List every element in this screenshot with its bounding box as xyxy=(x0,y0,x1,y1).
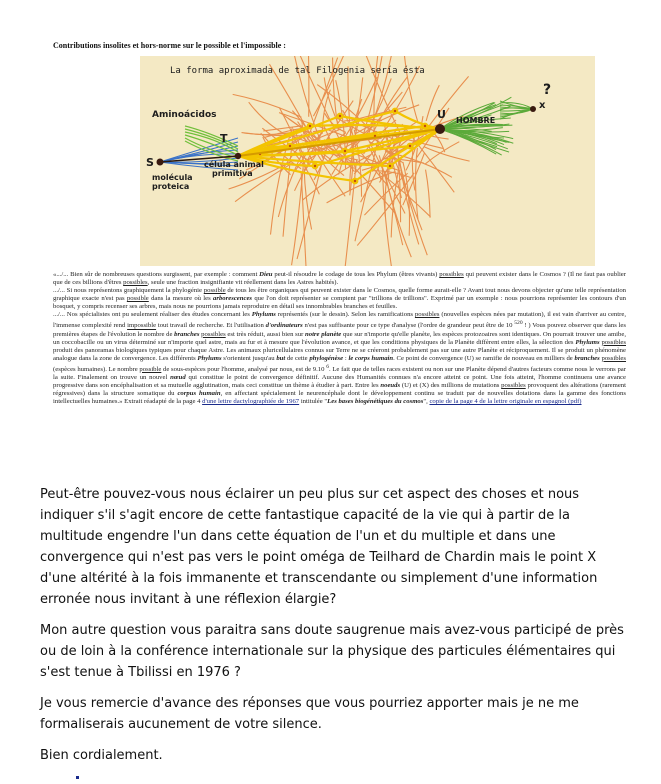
text-run: possibles xyxy=(201,330,226,338)
text-run: possibles xyxy=(501,382,526,390)
green-branch xyxy=(185,126,238,146)
text-run: , en affectant spécialement le neurencéphale dont le développement continu se traduit par de nouvelles dotations dans la gamme des fonctions intellectuelles humaines.» Extrait réadapté de la page 4 xyxy=(53,390,626,406)
yellow-node xyxy=(308,124,313,129)
text-run: : xyxy=(343,354,349,362)
label-t: T xyxy=(220,132,228,145)
text-run: représentés (sur le dessin). Selon les ramifications xyxy=(275,311,415,319)
text-run: corpus humain xyxy=(177,390,221,398)
source-link[interactable]: copie de la page 4 de la lettre originale en espagnol (pdf) xyxy=(429,398,582,406)
text-run: . Le fait que de telles races existent ou non sur une Planète dépend d'autres facteurs comme nous le verrons par la suite. Finalement on trouve un nouvel xyxy=(53,365,626,382)
yellow-node xyxy=(423,124,428,129)
letter-closing: Bien cordialement. xyxy=(40,748,163,763)
node-x xyxy=(530,106,536,112)
text-run: notre planète xyxy=(305,330,342,338)
text-run: n'est pas suffisante pour ce type d'analyse (l'ordre de grandeur peut être de 10 xyxy=(302,322,515,330)
text-run: Les bases biogénétiques du cosmos xyxy=(327,398,424,406)
yellow-node xyxy=(408,144,413,149)
quote-paragraph xyxy=(53,271,626,287)
text-run: phylogénèse xyxy=(309,354,344,362)
label-x: x xyxy=(539,100,546,111)
text-run: intitulée " xyxy=(299,398,328,406)
text-run: impossible xyxy=(127,322,157,330)
text-run: (U) et (X) des millions de mutations xyxy=(400,382,502,390)
text-run: s'orientent jusqu'au xyxy=(221,354,277,362)
text-run: de tous les être organiques qui peuvent exister dans le Cosmos, quelle forme aurait-elle ? Avant tout nous devons objecter qu'une telle représentation graphique exacte n'est pas xyxy=(53,287,627,303)
label-hombre: HOMBRE xyxy=(456,116,496,125)
letter-paragraph: Mon autre question vous paraitra sans doute saugrenue mais avez-vous participé de près ou de loin à la conférence internationale sur la physique des particules élémentaires qui s'est tenue à Tbilissi en 1976 ? xyxy=(40,623,624,680)
text-run: branches xyxy=(574,354,600,362)
text-run: ", xyxy=(423,398,430,406)
text-run: possible xyxy=(203,287,226,295)
text-run: but xyxy=(276,354,286,362)
text-run: que sur n'importe qu'elle planète, les espèces protozoaires sont identiques. On pourrait trouver une amibe, un coccobacille ou un virus déterminé sur n'importe quel astre, mais au fur et à mesure que l'évolution avance, et que les conditions physiques de la Planète diffèrent entre elles, la sélection des xyxy=(53,330,626,346)
text-run: (espèces humaines). Le nombre xyxy=(53,365,140,373)
text-run: (nouvelles espèces nées par mutation), il est vain d'arriver au centre, l'immense complexité rend xyxy=(53,311,627,330)
text-run: 6 xyxy=(326,363,329,370)
text-run: possible xyxy=(126,295,149,303)
text-run: qui constitue le point de convergence définitif. Aucune des Humanités connues n'a encore atteint ce point. Une fois atteint, l'homme continuera une avance progressive dans son encéphalisation et sa mutuelle agglutination, mais ceci constitue un thème à étudier à part. Entre les xyxy=(53,374,626,390)
text-run: Dieu xyxy=(259,271,273,278)
text-run: tout travail de recherche. Et l'utilisation xyxy=(156,322,266,330)
phylogeny-figure xyxy=(140,56,595,266)
label-u: U xyxy=(437,108,446,121)
yellow-node xyxy=(388,164,393,169)
yellow-node xyxy=(343,149,348,154)
text-run: dans la mesure où les xyxy=(148,295,214,303)
letter-paragraph: Je vous remercie d'avance des réponses que vous pourriez apporter mais je ne me formaliserais aucunement de votre silence. xyxy=(40,696,579,732)
yellow-node xyxy=(353,179,358,184)
text-run: possibles xyxy=(123,279,148,287)
orange-branch xyxy=(345,160,357,266)
text-run: est très réduit, aussi bien sur xyxy=(225,330,305,338)
text-run: possibles xyxy=(601,338,626,346)
text-run: .../... Si nous représentons graphiquement la phylogénie xyxy=(53,287,204,295)
source-link[interactable]: d'une lettre dactylographiée de 1967 xyxy=(202,398,300,406)
text-run: possibles xyxy=(414,311,440,319)
orange-branch xyxy=(355,77,363,131)
text-run: nœud xyxy=(170,374,186,382)
text-run: peut-il résoudre le codage de tous les Phylum (êtres vivants) xyxy=(272,271,440,278)
text-run: . Ce point de convergence (U) se ramifie de nouveau en milliers de xyxy=(393,354,575,362)
text-run: .../... Nos spécialistes ont pu seulement réaliser des études concernant les xyxy=(53,311,252,319)
document-title: Contributions insolites et hors-norme sur le possible et l'impossible : xyxy=(53,41,286,50)
yellow-node xyxy=(288,144,293,149)
text-run: de cette xyxy=(285,354,310,362)
label-question: ? xyxy=(543,82,552,98)
quoted-excerpt xyxy=(53,271,626,406)
phylogeny-diagram xyxy=(140,56,595,266)
figure-caption: La forma aproximada de tal Filogenia sería ésta xyxy=(170,66,425,76)
text-run: d'ordinateurs xyxy=(265,322,303,330)
quote-paragraph xyxy=(53,287,626,311)
text-run: «.../... Bien sûr de nombreuses questions surgissent, par exemple : comment xyxy=(53,271,260,278)
yellow-node xyxy=(313,164,318,169)
text-run: 520 xyxy=(514,320,523,327)
text-run: possibles xyxy=(439,271,464,278)
node-t xyxy=(235,153,241,159)
label-s: S xyxy=(146,156,154,169)
text-run: produit des panoramas biologiques typiques pour chaque Astre. Les animaux pluricellulaires connus sur Terre ne se créeront probablement pas sur une autre Planète et réciproquement. Il se produit un phénomène analogue dans la zone de convergence. Les différents xyxy=(53,346,626,362)
text-run: ! ) Vous pouvez observer que dans les premières étapes de l'évolution le nombre de xyxy=(53,322,626,338)
text-run: Phylums xyxy=(251,311,276,319)
letter-paragraph: Peut-être pouvez-vous nous éclairer un peu plus sur cet aspect des choses et nous indiquer s'il s'agit encore de cette fantastique capacité de la vie qui à partir de la multitude engendre l'un dans cette équation de l'un et du multiple et dans une convergence qui n'est pas vers le point oméga de Teilhard de Chardin mais le point X d'une altérité à la fois immanente et transcendante ou simplement d'une information erronée nous invitant à une réflexion élargie? xyxy=(40,487,598,607)
yellow-node xyxy=(393,109,398,114)
text-run: de sous-espèces pour l'homme, analysé par nous, est de 9.10 xyxy=(161,365,327,373)
text-run: que l'on doit représenter se comptent par "trillions de trillions". Exprimé par un exemple : nous pourrions représenter les contours d'un bosquet, y compris recenser ses arbres, mais nous ne pourrions jamais reproduire en détail ses innombrables branches et feuilles. xyxy=(53,295,627,311)
text-run: qui peuvent exister dans le Cosmos ? (Il ne faut pas oublier que de ces billions d'êtres xyxy=(53,271,626,287)
orange-branch xyxy=(426,170,431,218)
text-run: provoquent des altérations (rarement régressives) dans la structure somatique du xyxy=(53,382,626,398)
orange-branch xyxy=(233,94,302,117)
label-proteica: proteica xyxy=(152,182,190,191)
node-s xyxy=(157,159,164,166)
cursor-mark xyxy=(76,776,79,779)
text-run: Phylums xyxy=(197,354,222,362)
label-primitiva: primitiva xyxy=(212,169,253,178)
text-run: , seule une fraction insignifiante vit réellement dans les Astres habités). xyxy=(147,279,339,287)
node-u xyxy=(435,124,445,134)
label-aminoacidos: Aminoácidos xyxy=(152,110,217,120)
letter-body xyxy=(40,484,630,776)
text-run: Phylums xyxy=(575,338,600,346)
label-molecula: molécula xyxy=(152,173,193,182)
text-run: possible xyxy=(139,365,162,373)
text-run: noeuds xyxy=(380,382,401,390)
text-run: le corps humain xyxy=(348,354,394,362)
orange-branch xyxy=(416,148,419,220)
label-celula: célula animal xyxy=(204,160,264,169)
text-run: possibles xyxy=(601,354,627,362)
text-run: branches xyxy=(174,330,200,338)
right-branches xyxy=(440,97,533,155)
quote-paragraph xyxy=(53,311,626,406)
text-run: arborescences xyxy=(213,295,253,303)
yellow-node xyxy=(338,114,343,119)
